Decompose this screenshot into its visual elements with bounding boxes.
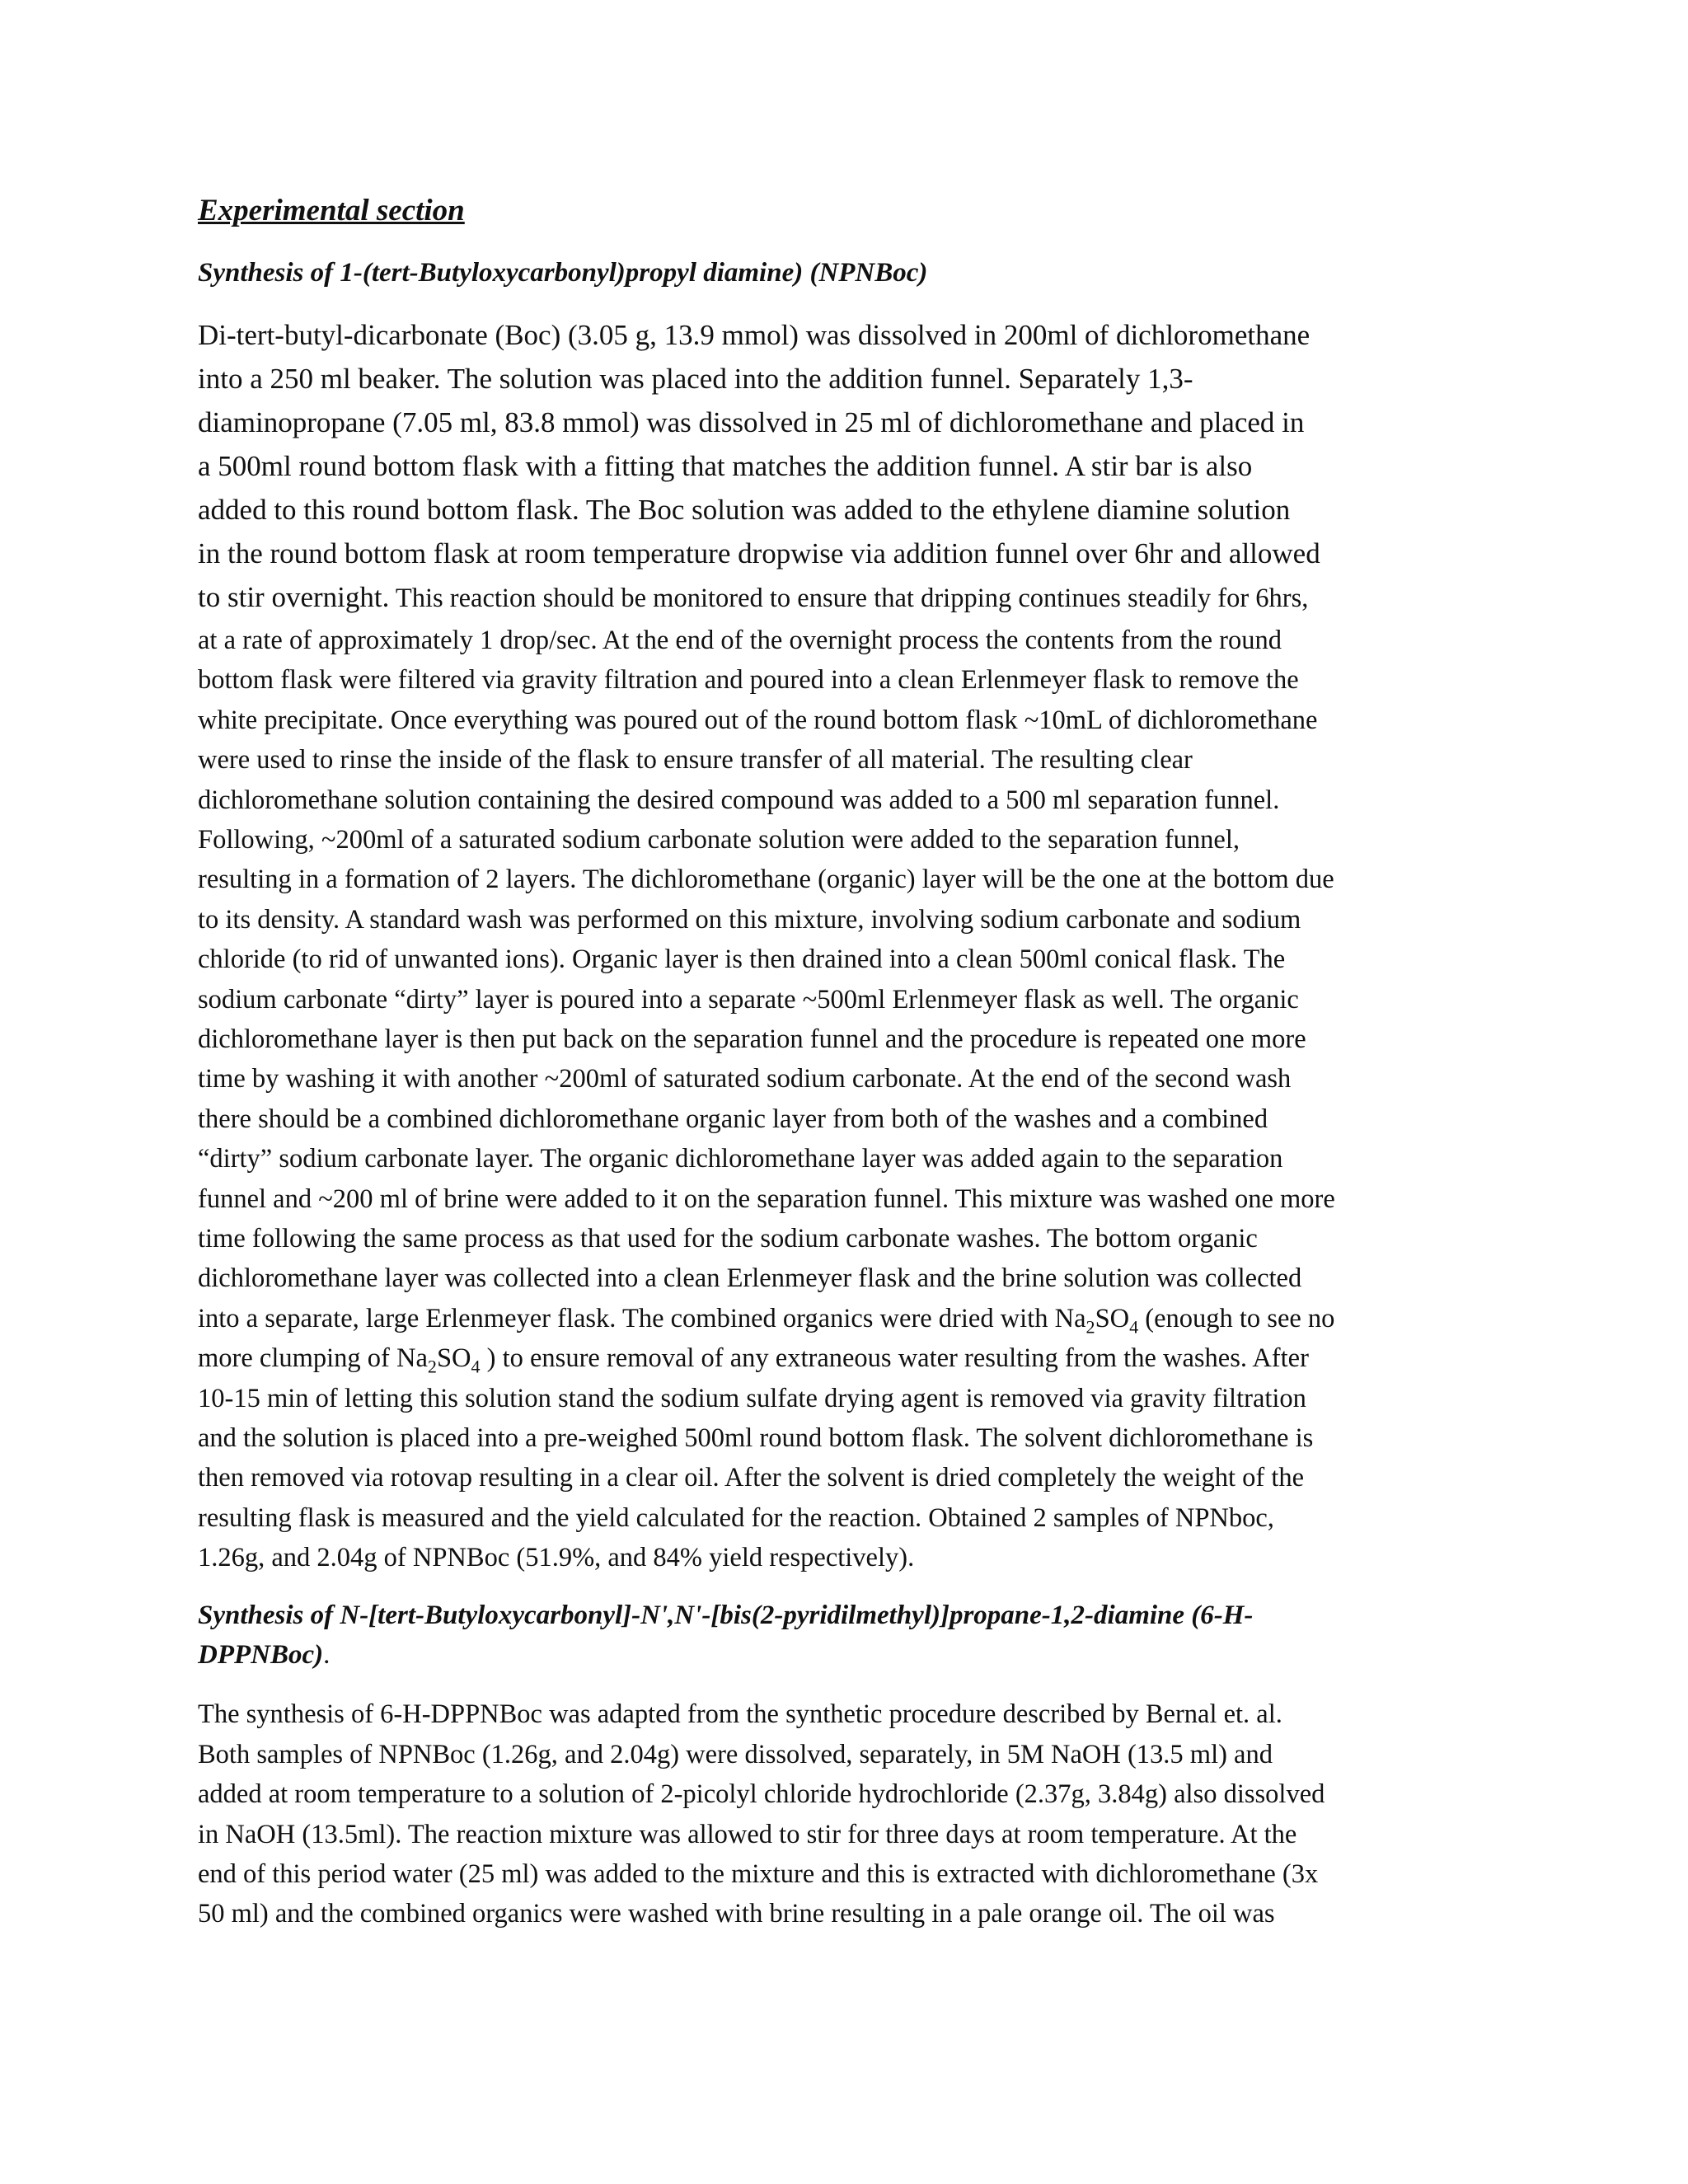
paragraph-line: Di-tert-butyl-dicarbonate (Boc) (3.05 g, 13.9 mmol) was dissolved in 200ml of dichloromethane (198, 318, 1311, 351)
paragraph-line: time by washing it with another ~200ml of saturated sodium carbonate. At the end of the second wash (198, 1064, 1292, 1094)
title-line: Synthesis of N-[tert-Butyloxycarbonyl]-N',N'-[bis(2-pyridilmethyl)]propane-1,2-diamine (6-H- (198, 1600, 1254, 1630)
paragraph-line: The synthesis of 6-H-DPPNBoc was adapted from the synthetic procedure described by Bernal et. al. (198, 1699, 1282, 1730)
paragraph-line: a 500ml round bottom flask with a fitting that matches the addition funnel. A stir bar is also (198, 449, 1253, 482)
subscript: 4 (471, 1356, 481, 1377)
paragraph-line: and the solution is placed into a pre-weighed 500ml round bottom flask. The solvent dichloromethane is (198, 1423, 1314, 1454)
document-page (198, 191, 1484, 1934)
paragraph-line: into a 250 ml beaker. The solution was placed into the addition funnel. Separately 1,3- (198, 362, 1193, 395)
paragraph-line: dichloromethane layer is then put back on the separation funnel and the procedure is repeated one more (198, 1024, 1306, 1054)
line-segment: SO (1095, 1303, 1130, 1333)
paragraph-line: funnel and ~200 ml of brine were added to it on the separation funnel. This mixture was washed one more (198, 1183, 1335, 1214)
paragraph-line (198, 575, 1484, 621)
paragraph-line: resulting in a formation of 2 layers. The dichloromethane (organic) layer will be the one at the bottom due (198, 865, 1334, 895)
paragraph-line: bottom flask were filtered via gravity filtration and poured into a clean Erlenmeyer flask to remove the (198, 665, 1299, 696)
subsection-2-title (198, 1596, 1484, 1675)
subscript: 4 (1129, 1316, 1139, 1338)
title-line: DPPNBoc) (198, 1639, 324, 1670)
line-segment: ) to ensure removal of any extraneous water resulting from the washes. After (480, 1343, 1309, 1374)
paragraph-line: resulting flask is measured and the yield calculated for the reaction. Obtained 2 samples of NPNboc, (198, 1502, 1274, 1533)
paragraph-line: were used to rinse the inside of the flask to ensure transfer of all material. The resulting clear (198, 745, 1193, 776)
paragraph-line (198, 1299, 1484, 1338)
paragraph-line: Both samples of NPNBoc (1.26g, and 2.04g) were dissolved, separately, in 5M NaOH (13.5 ml) and (198, 1739, 1273, 1769)
subsection-1-paragraph (198, 313, 1484, 1578)
paragraph-line (198, 1338, 1484, 1378)
line-segment: more clumping of Na (198, 1343, 428, 1374)
paragraph-line: chloride (to rid of unwanted ions). Organic layer is then drained into a clean 500ml conical flask. The (198, 944, 1286, 975)
paragraph-line: to its density. A standard wash was performed on this mixture, involving sodium carbonate and sodium (198, 904, 1301, 935)
subsection-2-paragraph (198, 1694, 1484, 1933)
subscript: 2 (1085, 1316, 1095, 1338)
paragraph-line: dichloromethane solution containing the desired compound was added to a 500 ml separation funnel. (198, 785, 1280, 815)
paragraph-line: in NaOH (13.5ml). The reaction mixture was allowed to stir for three days at room temperature. At the (198, 1819, 1297, 1849)
paragraph-line: dichloromethane layer was collected into a clean Erlenmeyer flask and the brine solution was collected (198, 1263, 1302, 1294)
paragraph-line: end of this period water (25 ml) was added to the mixture and this is extracted with dichloromethane (3x (198, 1859, 1319, 1889)
paragraph-line: then removed via rotovap resulting in a clear oil. After the solvent is dried completely the weight of the (198, 1463, 1305, 1493)
paragraph-line: diaminopropane (7.05 ml, 83.8 mmol) was dissolved in 25 ml of dichloromethane and placed in (198, 405, 1305, 438)
paragraph-line: there should be a combined dichloromethane organic layer from both of the washes and a combined (198, 1104, 1268, 1134)
paragraph-line: at a rate of approximately 1 drop/sec. At the end of the overnight process the contents from the round (198, 625, 1282, 655)
line-segment: SO (436, 1343, 471, 1374)
paragraph-line: white precipitate. Once everything was poured out of the round bottom flask ~10mL of dichloromethane (198, 705, 1318, 735)
paragraph-line: 10-15 min of letting this solution stand the sodium sulfate drying agent is removed via gravity filtration (198, 1383, 1306, 1413)
paragraph-line: in the round bottom flask at room temperature dropwise via addition funnel over 6hr and allowed (198, 537, 1320, 569)
paragraph-line: added to this round bottom flask. The Boc solution was added to the ethylene diamine solution (198, 493, 1291, 526)
paragraph-line: added at room temperature to a solution of 2-picolyl chloride hydrochloride (2.37g, 3.84g) also dissolved (198, 1779, 1325, 1810)
paragraph-line: time following the same process as that used for the sodium carbonate washes. The bottom organic (198, 1224, 1258, 1254)
line-segment: to stir overnight. (198, 580, 390, 613)
paragraph-line: Following, ~200ml of a saturated sodium carbonate solution were added to the separation funnel, (198, 824, 1240, 855)
subscript: 2 (427, 1356, 437, 1377)
paragraph-line: “dirty” sodium carbonate layer. The organic dichloromethane layer was added again to the separation (198, 1144, 1283, 1174)
line-segment: This reaction should be monitored to ensure that dripping continues steadily for 6hrs, (389, 583, 1309, 613)
title-trail: . (323, 1639, 331, 1670)
paragraph-line: 1.26g, and 2.04g of NPNBoc (51.9%, and 84% yield respectively). (198, 1543, 915, 1573)
subsection-1-title: Synthesis of 1-(tert-Butyloxycarbonyl)propyl diamine) (NPNBoc) (198, 258, 928, 288)
paragraph-line: sodium carbonate “dirty” layer is poured into a separate ~500ml Erlenmeyer flask as well. The organic (198, 984, 1299, 1015)
section-title: Experimental section (198, 194, 465, 227)
paragraph-line: 50 ml) and the combined organics were washed with brine resulting in a pale orange oil. The oil was (198, 1899, 1275, 1929)
line-segment: into a separate, large Erlenmeyer flask. The combined organics were dried with Na (198, 1303, 1086, 1333)
line-segment: (enough to see no (1138, 1303, 1335, 1333)
